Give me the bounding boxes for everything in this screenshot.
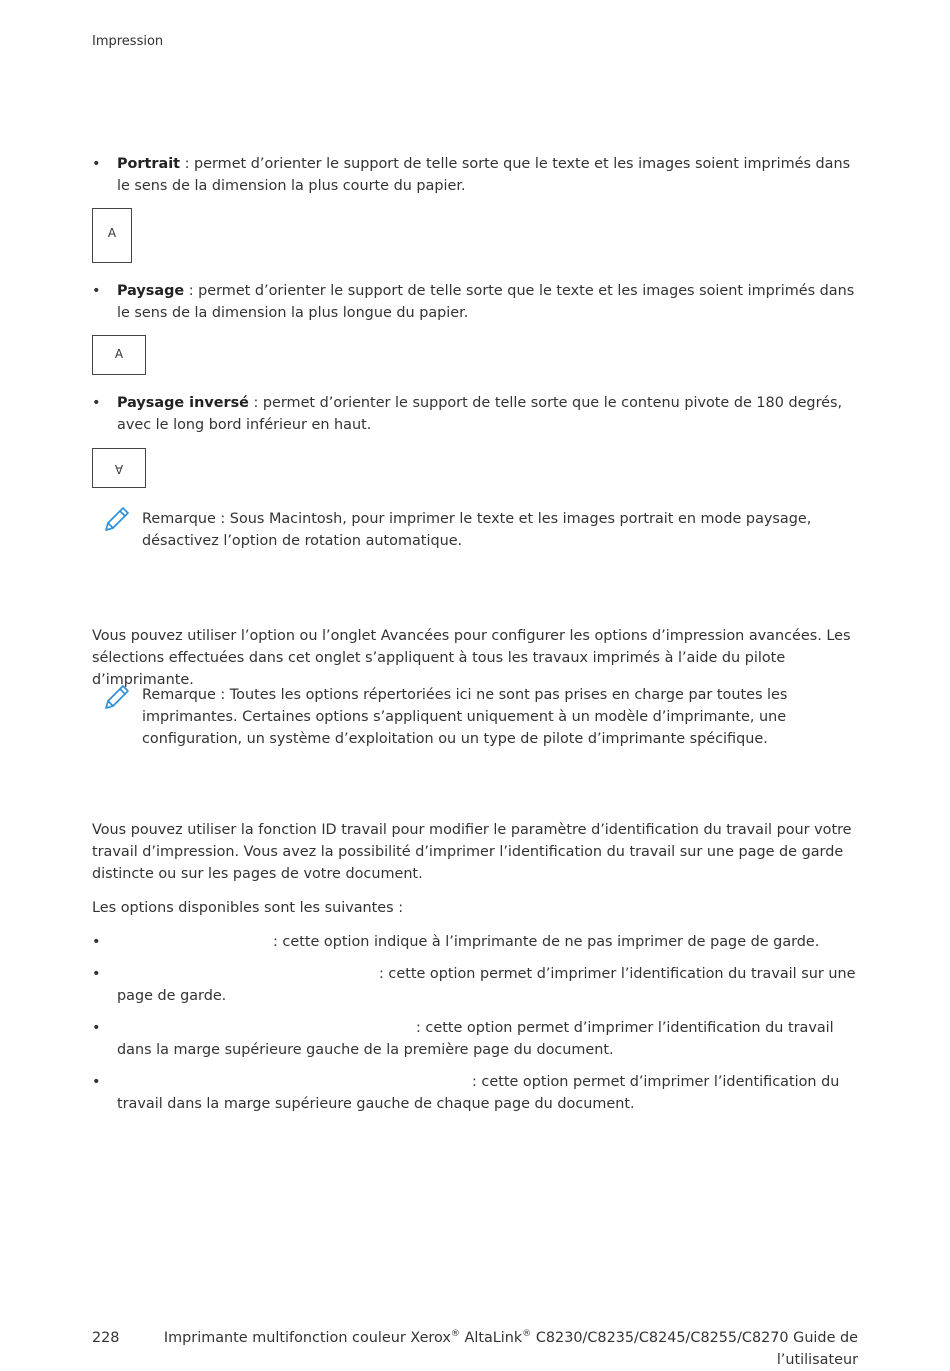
term-portrait: Portrait bbox=[117, 156, 181, 172]
portrait-orientation-illustration bbox=[92, 208, 132, 263]
term-rotated-landscape: Paysage inversé bbox=[117, 395, 249, 411]
term-landscape: Paysage bbox=[117, 283, 185, 299]
option-description: : cette option indique à l’imprimante de ne pas imprimer de page de garde. bbox=[273, 934, 820, 950]
option-description: : cette option permet d’imprimer l’identification du travail dans la marge supérieure gauche de chaque page du document. bbox=[117, 1074, 840, 1112]
orientation-letter: A bbox=[107, 226, 117, 240]
bullet-landscape bbox=[92, 280, 862, 324]
option-item bbox=[92, 1071, 862, 1115]
bullet-rotated-landscape bbox=[92, 392, 862, 436]
bullet-dot: • bbox=[92, 156, 101, 172]
option-item bbox=[92, 1017, 862, 1061]
advanced-intro: Vous pouvez utiliser l’option ou l’onglet Avancées pour configurer les options d’impression avancées. Les sélections effectuées dans cet onglet s’appliquent à tous les travaux imprimés à l’aide du pilote d’imprimante. bbox=[92, 628, 851, 688]
option-description: : cette option permet d’imprimer l’identification du travail dans la marge supérieure gauche de la première page du document. bbox=[117, 1020, 834, 1058]
orientation-letter-inverted: A bbox=[114, 462, 124, 476]
pencil-icon bbox=[102, 504, 132, 534]
bullet-dot: • bbox=[92, 283, 101, 299]
footer-title-part: C8230/C8235/C8245/C8255/C8270 Guide de l’utilisateur bbox=[531, 1330, 858, 1368]
footer-title-part: AltaLink bbox=[459, 1330, 523, 1346]
footer-title-part: Imprimante multifonction couleur Xerox bbox=[163, 1330, 451, 1346]
rotated-landscape-orientation-illustration bbox=[92, 448, 146, 488]
bullet-dot: • bbox=[92, 934, 101, 950]
desc-rotated-landscape: : permet d’orienter le support de telle sorte que le contenu pivote de 180 degrés, avec le long bord inférieur en haut. bbox=[117, 395, 843, 433]
option-description: : cette option permet d’imprimer l’identification du travail sur une page de garde. bbox=[117, 966, 856, 1004]
option-item bbox=[92, 963, 862, 1007]
running-header: Impression bbox=[92, 34, 164, 49]
desc-landscape: : permet d’orienter le support de telle sorte que le texte et les images soient imprimés dans le sens de la dimension la plus longue du papier. bbox=[117, 283, 855, 321]
registered-mark: ® bbox=[522, 1329, 532, 1340]
desc-portrait: : permet d’orienter le support de telle sorte que le texte et les images soient imprimés dans le sens de la dimension la plus courte du papier. bbox=[117, 156, 851, 194]
options-label: Les options disponibles sont les suivantes : bbox=[92, 900, 404, 916]
orientation-letter: A bbox=[114, 347, 124, 361]
option-item bbox=[92, 931, 862, 953]
registered-mark: ® bbox=[450, 1329, 460, 1340]
page-number: 228 bbox=[92, 1330, 120, 1346]
note-support: Remarque : Toutes les options répertoriées ici ne sont pas prises en charge par toutes les imprimantes. Certaines options s’appliquent uniquement à un modèle d’imprimante, une configuration, un système d’exploitation ou un type de pilote d’imprimante spécifique. bbox=[142, 687, 788, 747]
bullet-dot: • bbox=[92, 966, 101, 982]
bullet-portrait bbox=[92, 153, 862, 197]
pencil-icon bbox=[102, 682, 132, 712]
job-id-intro: Vous pouvez utiliser la fonction ID travail pour modifier le paramètre d’identification du travail pour votre travail d’impression. Vous avez la possibilité d’imprimer l’identification du travail sur une page de garde distincte ou sur les pages de votre document. bbox=[92, 822, 852, 882]
bullet-dot: • bbox=[92, 1074, 101, 1090]
note-macintosh: Remarque : Sous Macintosh, pour imprimer le texte et les images portrait en mode paysage, désactivez l’option de rotation automatique. bbox=[142, 511, 812, 549]
bullet-dot: • bbox=[92, 395, 101, 411]
landscape-orientation-illustration bbox=[92, 335, 146, 375]
footer-document-title bbox=[160, 1327, 858, 1371]
bullet-dot: • bbox=[92, 1020, 101, 1036]
